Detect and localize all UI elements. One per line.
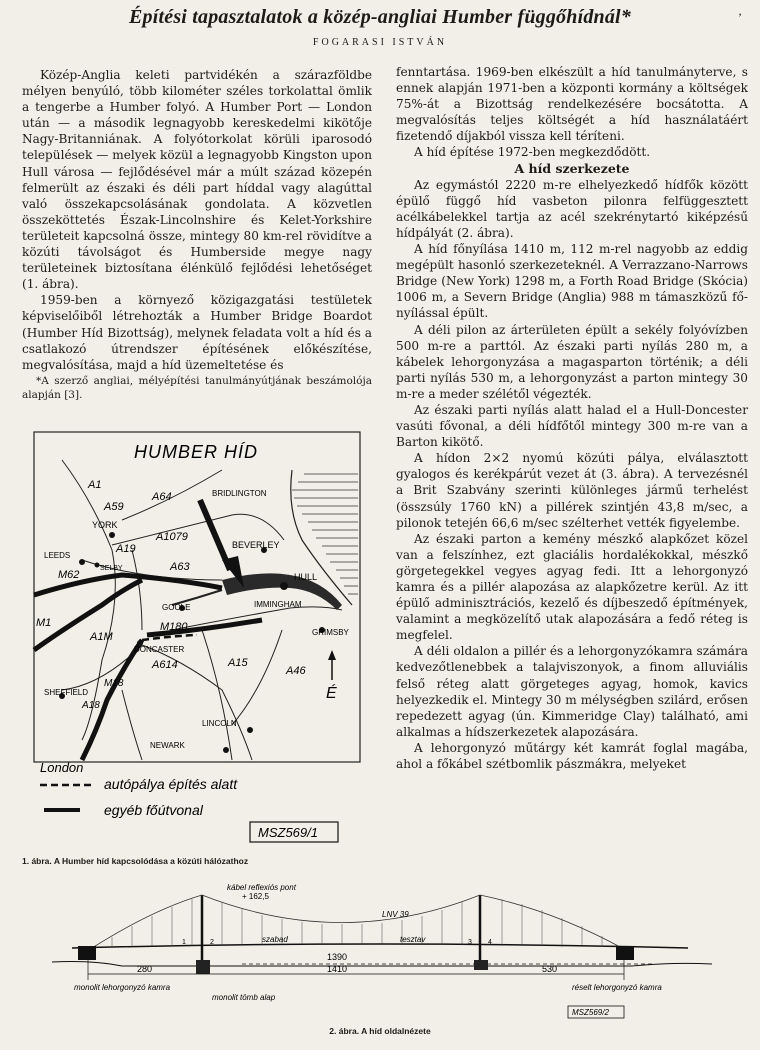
paragraph: fenntartása. 1969-ben elkészült a híd tanulmányterve, s ennek alapján 1971-ben a központi kormány a költségek 75%-át a Bizottság rendelkezésére bocsátotta. A megvalósítás teljes költségét a híd használatáért fizetendő díjakból vissza kell téríteni.	[396, 65, 748, 144]
left-column	[22, 67, 372, 373]
place-london: London	[40, 760, 84, 775]
paragraph: Az északi parton a kemény mészkő alapkőzet közel van a felszínhez, ezt glaciális hordalékokkal, mészkő görgetegekkel vegyes agyag fedi. Itt a lehorgonyzó kamra és a pillér alapozása az alapkőzetre kerül. Az itt épülő adminisztrációs, kezelő és díjbeszedő építmények, valamint a megközelítő utak alapozására a fedő réteg is megfelel.	[396, 531, 748, 643]
dim-clear-span: 1390	[327, 952, 348, 962]
place-selby: SELBY	[100, 565, 123, 572]
road-map	[22, 430, 372, 850]
paragraph: A hídon 2×2 nyomú közúti pálya, elválasztott gyalogos és kerékpárút vezet át (3. ábra). A tervezésnél a Brit Szabvány szerinti különleges jármű terhelést (összsúly 1760 kN) a pillérek szintjén 43,8 m/sec, a pilonok tetején 66,6 m/sec szélterhet vették figyelembe.	[396, 451, 748, 530]
paragraph: Közép-Anglia keleti partvidékén a szárazföldbe mélyen benyúló, több kilométer széles torkolattal ömlik a tengerbe a Humber folyó. A Humber Port — London után — a második legnagyobb kereskedelmi kikötője Nagy-Britanniának. A folyótorkolat körüli iparosodó települések — melyek közül a legnagyobb Kingston upon Hull városa — fejlődésével már a múlt század közepén felmerült az északi és déli part híddal vagy alagúttal való összekapcsolásának gondolata. A közvetlen összeköttetés Észak-Lincolnshire és Kelet-Yorkshire területeit kapcsolná össze, mintegy 80 km-rel rövidítve a közúti távolságot és Humberside megye nagy területeinek biztosítana élénkülő fejlődési lehetőséget (1. ábra).	[22, 68, 372, 292]
place-immingham: IMMINGHAM	[254, 600, 302, 609]
marker-1: 1	[182, 939, 186, 946]
page-number: ’	[738, 10, 742, 24]
paragraph: A híd építése 1972-ben megkezdődött.	[414, 145, 651, 160]
road-m18: M18	[104, 678, 124, 689]
place-newark: NEWARK	[150, 741, 185, 750]
footnote-text: *A szerző angliai, mélyépítési tanulmányútjának beszámolója alapján [3].	[22, 375, 372, 401]
place-grimsby: GRIMSBY	[312, 628, 349, 637]
road-a1079: A1079	[156, 531, 188, 543]
section-heading: A híd szerkezete	[514, 160, 630, 176]
south-anchorage	[616, 946, 634, 960]
marker-2: 2	[210, 939, 214, 946]
bridge-deck	[72, 944, 688, 948]
label-reflex: kábel reflexiós pont	[227, 883, 296, 892]
label-clear: tesztav	[400, 935, 426, 944]
road-a59: A59	[104, 501, 124, 513]
label-reflex-value: + 162,5	[242, 892, 269, 901]
south-pier-base	[474, 960, 488, 970]
paragraph: A déli pilon az árterületen épült a sekély folyóvízben 500 m-re a parttól. Az északi parti nyílás 280 m, a kábelek lehorgonyzása a magasparton történik; a déli parti nyílás 530 m, a lehorgonyzást a parton mintegy 30 m-re a meder szélétől végezték.	[396, 322, 748, 401]
place-york: YORK	[92, 520, 118, 530]
figure-caption-2: 2. ábra. A híd oldalnézete	[329, 1026, 431, 1036]
main-cables	[92, 895, 622, 948]
road-a64: A64	[152, 491, 172, 503]
road-a1m: A1M	[90, 631, 113, 643]
paragraph: A lehorgonyzó műtárgy két kamrát foglal magába, ahol a főkábel szétbomlik pászmákra, melyeket	[396, 740, 748, 772]
paragraph: 1959-ben a környező közigazgatási testületek képviselőiből létrehozták a Humber Bridge Boardot (Humber Híd Bizottság), melynek feladata volt a híd és a csatlakozó útrendszer építésének előkészítése, megvalósítása, majd a híd üzemeltetése és	[22, 293, 372, 372]
north-label: É	[326, 685, 337, 702]
article-author: FOGARASI ISTVÁN	[312, 37, 448, 48]
elevation-stamp: MSZ569/2	[572, 1008, 609, 1017]
road-a46: A46	[286, 665, 306, 677]
place-lincoln: LINCOLN	[202, 719, 237, 728]
place-goole: GOOLE	[162, 603, 191, 612]
place-doncaster: DONCASTER	[134, 645, 185, 654]
road-a1: A1	[88, 479, 102, 491]
right-column	[396, 64, 748, 772]
legend-planned: autópálya építés alatt	[104, 776, 238, 792]
paragraph: Az egymástól 2220 m-re elhelyezkedő hídfők között épülő függő híd vasbeton pilonra felfüggesztett acélkábelekkel tartja az acél szekrénytartó kiképzésű hídpályát (2. ábra).	[396, 177, 748, 240]
map-title: HUMBER HÍD	[134, 442, 259, 462]
place-hull: HULL	[294, 572, 318, 582]
map-stamp: MSZ569/1	[258, 825, 318, 840]
dim-south-span: 530	[542, 964, 558, 974]
road-a15: A15	[228, 657, 248, 669]
label-free: szabad	[262, 935, 288, 944]
road-a19: A19	[116, 543, 136, 555]
road-a18: A18	[82, 700, 100, 711]
road-a63: A63	[170, 561, 190, 573]
paragraph: A híd főnyílása 1410 m, 112 m-rel nagyobb az eddig megépült hasonló szerkezeteknél. A Verrazzano-Narrows Bridge (New York) 1298 m, a Forth Road Bridge (Skócia) 1006 m, a Severn Bridge (Anglia) 988 m támaszközű fő-nyílással épült.	[396, 242, 748, 321]
road-map-figure	[22, 430, 372, 850]
label-water: LNV 39	[382, 910, 409, 919]
north-anchorage	[78, 946, 96, 960]
place-beverley: BEVERLEY	[232, 540, 280, 550]
place-sheffield: SHEFFIELD	[44, 688, 89, 697]
dim-main-span: 1410	[327, 964, 348, 974]
figure-caption-1: 1. ábra. A Humber híd kapcsolódása a közúti hálózathoz	[22, 856, 249, 866]
label-north-anchor: monolit lehorgonyzó kamra	[74, 983, 171, 992]
marker-3: 3	[468, 939, 472, 946]
road-m62: M62	[58, 569, 80, 581]
paragraph: A déli oldalon a pillér és a lehorgonyzókamra számára kedvezőtlenebbek a talajviszonyok, a finom alluviális felső réteg alatt görgeteges agyag, homok, kavics helyezkedik el. Mintegy 30 m mélységben szilárd, erősen repedezett agyag (ún. Kimmeridge Clay) található, ami alkalmas a hídszerkezetek alapozására.	[396, 644, 748, 739]
footnote	[22, 374, 372, 402]
north-arrow	[328, 650, 336, 680]
marker-4: 4	[488, 939, 492, 946]
label-south-anchor: réselt lehorgonyzó kamra	[572, 983, 662, 992]
bridge-elevation	[12, 880, 748, 1020]
dim-north-span: 280	[137, 964, 153, 974]
place-leeds: LEEDS	[44, 551, 71, 560]
label-pier-base: monolit tömb alap	[212, 993, 276, 1002]
pier-base	[196, 960, 210, 974]
place-bridlington: BRIDLINGTON	[212, 489, 267, 498]
paragraph: Az északi parti nyílás alatt halad el a Hull-Doncester vasúti fővonal, a déli hídfőtől mintegy 300 m-re van a Barton kikötő.	[396, 402, 748, 450]
legend-main: egyéb főútvonal	[104, 802, 203, 818]
road-a614: A614	[152, 659, 178, 671]
bridge-elevation-figure	[12, 880, 748, 1020]
article-title: Építési tapasztalatok a közép-angliai Humber függőhídnál*	[128, 6, 631, 28]
road-m1: M1	[36, 617, 52, 629]
road-m180: M180	[160, 621, 188, 633]
